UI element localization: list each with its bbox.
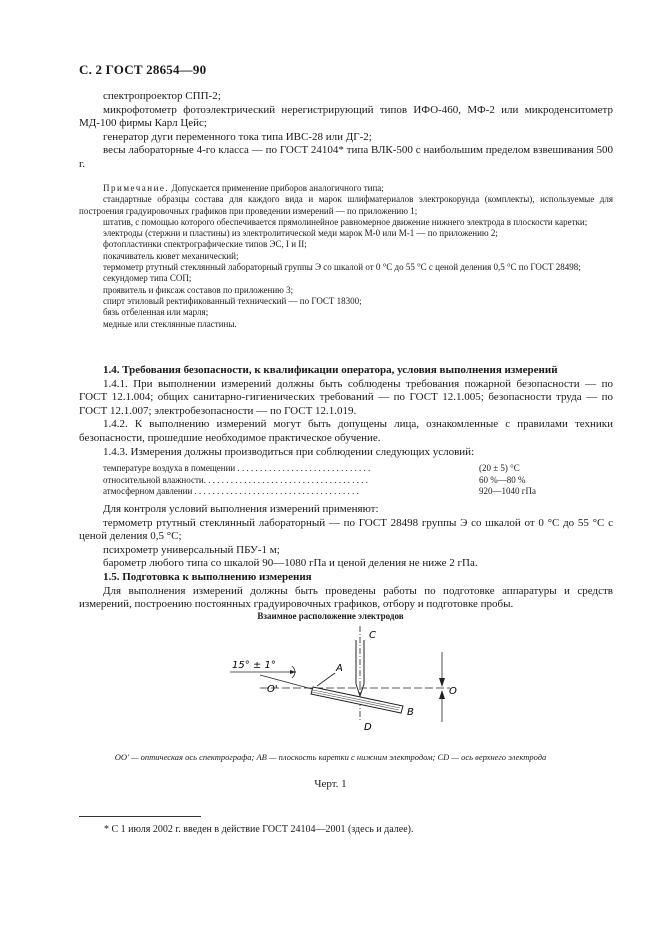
- note-item: секундомер типа СОП;: [103, 273, 192, 284]
- paragraph: 1.4.1. При выполнении измерений должны быть соблюдены требования пожарной безопасности — по ГОСТ 12.1.004; общих санитарно-гигиенических требований — по ГОСТ 12.1.005; безопасности труда — по ГОСТ 12.1.007; электробезопасности — по ГОСТ 12.1.019.: [79, 377, 613, 417]
- electrode-diagram: [200, 626, 480, 741]
- equipment-item: весы лабораторные 4-го класса — по ГОСТ 24104* типа ВЛК-500 с наибольшим пределом взвешивания 500 г.: [79, 144, 613, 170]
- equipment-item: генератор дуги переменного тока типа ИВС-28 или ДГ-2;: [103, 130, 372, 143]
- condition-row: [103, 475, 543, 487]
- note-item: покачиватель кювет механический;: [103, 250, 239, 261]
- condition-row: [103, 486, 543, 498]
- condition-label: температуре воздуха в помещении . . . . . . . . . . . . . . . . . . . . . . . . . . . . . .: [103, 463, 371, 474]
- figure-title: Взаимное расположение электродов: [257, 611, 404, 621]
- paragraph: 1.4.3. Измерения должны производиться при соблюдении следующих условий:: [103, 445, 475, 458]
- condition-label: атмосферном давлении . . . . . . . . . . . . . . . . . . . . . . . . . . . . . . . . . . . . .: [103, 486, 359, 497]
- equipment-item: спектропроектор СПП-2;: [103, 90, 221, 102]
- note-item: электроды (стержни и пластины) из электролитической меди марок М-0 или М-1 — по приложению 2;: [103, 228, 498, 239]
- condition-row: [103, 463, 543, 475]
- note-block: [79, 183, 613, 330]
- section-title: 1.5. Подготовка к выполнению измерения: [103, 570, 312, 583]
- angle-label: 15° ± 1°: [232, 660, 276, 671]
- note-item: термометр ртутный стеклянный лабораторный группы Э со шкалой от 0 °С до 55 °С с ценой деления 0,5 °С по ГОСТ 28498;: [103, 262, 581, 273]
- lower-electrode-plate: [260, 673, 403, 713]
- condition-label: относительной влажности. . . . . . . . . . . . . . . . . . . . . . . . . . . . . . . . . . . . .: [103, 474, 368, 485]
- label-d: D: [364, 722, 372, 733]
- figure-number: Черт. 1: [314, 778, 347, 790]
- note-item: проявитель и фиксаж составов по приложению 3;: [103, 284, 294, 295]
- leader-a: [317, 673, 335, 686]
- condition-value: 920—1040 гПа: [479, 486, 536, 497]
- note-text: Допускается применение приборов аналогичного типа;: [169, 183, 384, 193]
- label-c: C: [369, 630, 376, 641]
- paragraph: Для выполнения измерений должны быть проведены работы по подготовке аппаратуры и средств измерений, построению постоянных градуировочных графиков, отбору и подготовке пробы.: [79, 584, 613, 611]
- label-o-prime: O': [267, 684, 278, 695]
- label-a: A: [336, 663, 343, 674]
- footnote-divider: [79, 816, 201, 817]
- equipment-item: микрофотометр фотоэлектрический нерегистрирующий типов ИФО-460, МФ-2 или микроденситометр МД-100 фирмы Карл Цейс;: [79, 103, 613, 130]
- section-title: 1.4. Требования безопасности, к квалификации оператора, условия выполнения измерений: [103, 364, 558, 376]
- label-o: O: [449, 686, 457, 697]
- control-item: барометр любого типа со шкалой 90—1080 гПа и ценой деления не ниже 2 гПа.: [103, 557, 478, 570]
- note-label: Примечание.: [103, 183, 170, 193]
- control-item: психрометр универсальный ПБУ-1 м;: [103, 543, 280, 556]
- footnote: * С 1 июля 2002 г. введен в действие ГОСТ 24104—2001 (здесь и далее).: [104, 824, 414, 835]
- page-header: С. 2 ГОСТ 28654—90: [79, 62, 207, 77]
- paragraph: 1.4.2. К выполнению измерений могут быть допущены лица, ознакомленные с правилами техники безопасности, прошедшие необходимое практическое обучение.: [79, 418, 613, 444]
- figure-caption: OO′ — оптическая ось спектрографа; AB — плоскость каретки с нижним электродом; CD — ось верхнего электрода: [114, 752, 547, 762]
- note-item: спирт этиловый ректификованный технический — по ГОСТ 18300;: [103, 295, 362, 306]
- condition-value: 60 %—80 %: [479, 474, 526, 485]
- note-item: бязь отбеленная или марля;: [103, 307, 209, 318]
- note-intro: [79, 183, 613, 194]
- section-1-4: [79, 364, 613, 612]
- paragraph: Для контроля условий выполнения измерений применяют:: [103, 502, 379, 515]
- upper-electrode: [356, 626, 364, 722]
- note-item: штатив, с помощью которого обеспечивается прямолинейное равномерное движение нижнего электрода в плоскости каретки;: [103, 216, 588, 227]
- dimension-arrows: [439, 652, 445, 722]
- note-item: фотопластинки спектрографические типов ЭС, I и II;: [103, 239, 307, 250]
- note-item: стандартные образцы состава для каждого вида и марок шлифматериалов электрокорунда (комплекты), используемые для построения градуировочных графиков при проведении измерений — по приложению 1;: [79, 194, 613, 216]
- label-b: B: [407, 707, 414, 718]
- note-item: медные или стеклянные пластины.: [103, 318, 237, 329]
- condition-value: (20 ± 5) °С: [479, 463, 520, 474]
- control-item: термометр ртутный стеклянный лабораторный — по ГОСТ 28498 группы Э со шкалой от 0 °С до 55 °С с ценой деления 0,5 °С;: [79, 516, 613, 543]
- equipment-list: [79, 90, 613, 172]
